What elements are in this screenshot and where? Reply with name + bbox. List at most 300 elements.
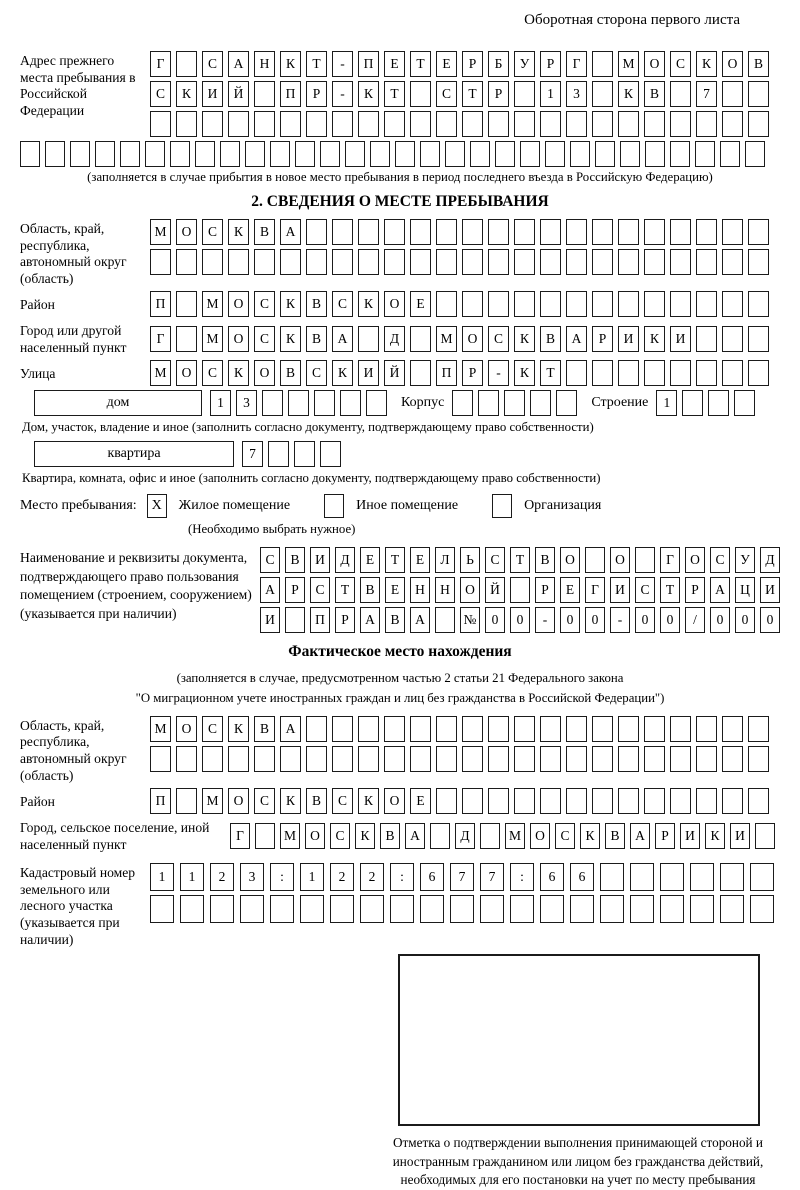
char-cell[interactable] — [592, 81, 613, 107]
char-cell[interactable] — [690, 863, 714, 891]
char-cell[interactable] — [268, 441, 289, 467]
char-cell[interactable]: Ь — [460, 547, 480, 573]
char-cell[interactable]: О — [685, 547, 705, 573]
char-cell[interactable] — [288, 390, 309, 416]
char-cell[interactable]: М — [202, 788, 223, 814]
char-cell[interactable] — [436, 788, 457, 814]
char-cell[interactable] — [384, 716, 405, 742]
char-cell[interactable] — [20, 141, 40, 167]
char-cell[interactable] — [240, 895, 264, 923]
char-cell[interactable]: К — [176, 81, 197, 107]
char-cell[interactable] — [202, 249, 223, 275]
char-cell[interactable] — [570, 141, 590, 167]
char-cell[interactable] — [410, 81, 431, 107]
char-cell[interactable]: 0 — [485, 607, 505, 633]
char-cell[interactable]: А — [410, 607, 430, 633]
char-cell[interactable] — [670, 249, 691, 275]
char-cell[interactable] — [510, 895, 534, 923]
char-cell[interactable]: А — [710, 577, 730, 603]
char-cell[interactable] — [410, 360, 431, 386]
char-cell[interactable] — [618, 788, 639, 814]
char-cell[interactable] — [592, 788, 613, 814]
char-cell[interactable]: С — [202, 51, 223, 77]
char-cell[interactable] — [670, 111, 691, 137]
char-cell[interactable] — [450, 895, 474, 923]
char-cell[interactable] — [660, 863, 684, 891]
char-cell[interactable]: 0 — [760, 607, 780, 633]
char-cell[interactable] — [176, 291, 197, 317]
char-cell[interactable]: / — [685, 607, 705, 633]
char-cell[interactable] — [722, 111, 743, 137]
char-cell[interactable]: В — [360, 577, 380, 603]
char-cell[interactable] — [262, 390, 283, 416]
char-cell[interactable]: С — [555, 823, 575, 849]
char-cell[interactable] — [592, 111, 613, 137]
char-cell[interactable]: С — [488, 326, 509, 352]
char-cell[interactable] — [644, 746, 665, 772]
char-cell[interactable] — [750, 895, 774, 923]
char-cell[interactable]: П — [280, 81, 301, 107]
char-cell[interactable]: Д — [335, 547, 355, 573]
char-cell[interactable]: Й — [384, 360, 405, 386]
char-cell[interactable] — [314, 390, 335, 416]
char-cell[interactable] — [566, 716, 587, 742]
char-cell[interactable]: К — [514, 326, 535, 352]
char-cell[interactable] — [300, 895, 324, 923]
char-cell[interactable]: 7 — [450, 863, 474, 891]
char-cell[interactable] — [420, 895, 444, 923]
char-cell[interactable]: Р — [540, 51, 561, 77]
char-cell[interactable]: 0 — [585, 607, 605, 633]
char-cell[interactable] — [320, 141, 340, 167]
char-cell[interactable] — [722, 746, 743, 772]
char-cell[interactable] — [436, 219, 457, 245]
char-cell[interactable] — [644, 111, 665, 137]
char-cell[interactable] — [644, 788, 665, 814]
char-cell[interactable] — [722, 326, 743, 352]
char-cell[interactable]: Т — [410, 51, 431, 77]
char-cell[interactable]: Й — [485, 577, 505, 603]
char-cell[interactable] — [306, 219, 327, 245]
stay-type-checkbox[interactable]: X — [147, 494, 167, 518]
char-cell[interactable]: К — [580, 823, 600, 849]
char-cell[interactable] — [695, 141, 715, 167]
char-cell[interactable] — [330, 895, 354, 923]
char-cell[interactable]: А — [260, 577, 280, 603]
char-cell[interactable] — [630, 895, 654, 923]
char-cell[interactable]: 2 — [330, 863, 354, 891]
char-cell[interactable]: 2 — [210, 863, 234, 891]
char-cell[interactable]: М — [150, 219, 171, 245]
char-cell[interactable] — [410, 219, 431, 245]
char-cell[interactable] — [332, 111, 353, 137]
char-cell[interactable] — [95, 141, 115, 167]
char-cell[interactable] — [514, 716, 535, 742]
char-cell[interactable] — [202, 111, 223, 137]
stay-type-checkbox[interactable] — [324, 494, 344, 518]
char-cell[interactable] — [366, 390, 387, 416]
char-cell[interactable]: О — [176, 716, 197, 742]
char-cell[interactable] — [520, 141, 540, 167]
char-cell[interactable]: С — [260, 547, 280, 573]
char-cell[interactable]: Е — [385, 577, 405, 603]
char-cell[interactable] — [600, 895, 624, 923]
char-cell[interactable]: П — [436, 360, 457, 386]
char-cell[interactable]: А — [630, 823, 650, 849]
char-cell[interactable]: В — [385, 607, 405, 633]
char-cell[interactable]: Е — [384, 51, 405, 77]
char-cell[interactable] — [306, 746, 327, 772]
char-cell[interactable]: О — [460, 577, 480, 603]
char-cell[interactable]: О — [228, 788, 249, 814]
char-cell[interactable]: В — [306, 788, 327, 814]
char-cell[interactable] — [514, 788, 535, 814]
char-cell[interactable] — [410, 716, 431, 742]
char-cell[interactable] — [566, 111, 587, 137]
char-cell[interactable]: С — [254, 788, 275, 814]
char-cell[interactable] — [540, 249, 561, 275]
char-cell[interactable] — [358, 111, 379, 137]
char-cell[interactable] — [592, 746, 613, 772]
char-cell[interactable] — [436, 249, 457, 275]
char-cell[interactable]: И — [260, 607, 280, 633]
char-cell[interactable]: Г — [150, 51, 171, 77]
char-cell[interactable]: С — [332, 788, 353, 814]
char-cell[interactable] — [690, 895, 714, 923]
char-cell[interactable]: Л — [435, 547, 455, 573]
char-cell[interactable]: Т — [385, 547, 405, 573]
char-cell[interactable] — [592, 249, 613, 275]
char-cell[interactable] — [566, 249, 587, 275]
char-cell[interactable]: О — [176, 360, 197, 386]
char-cell[interactable] — [452, 390, 473, 416]
char-cell[interactable] — [618, 716, 639, 742]
char-cell[interactable]: : — [510, 863, 534, 891]
char-cell[interactable] — [150, 249, 171, 275]
char-cell[interactable]: И — [730, 823, 750, 849]
char-cell[interactable]: К — [618, 81, 639, 107]
char-cell[interactable]: В — [380, 823, 400, 849]
char-cell[interactable]: Р — [655, 823, 675, 849]
char-cell[interactable] — [332, 716, 353, 742]
char-cell[interactable]: С — [254, 291, 275, 317]
char-cell[interactable] — [566, 291, 587, 317]
char-cell[interactable] — [176, 326, 197, 352]
char-cell[interactable] — [145, 141, 165, 167]
char-cell[interactable]: К — [228, 360, 249, 386]
char-cell[interactable]: Н — [435, 577, 455, 603]
char-cell[interactable] — [332, 249, 353, 275]
char-cell[interactable]: И — [202, 81, 223, 107]
char-cell[interactable]: Г — [230, 823, 250, 849]
char-cell[interactable]: Т — [335, 577, 355, 603]
char-cell[interactable] — [696, 746, 717, 772]
char-cell[interactable] — [254, 81, 275, 107]
char-cell[interactable] — [306, 249, 327, 275]
char-cell[interactable] — [670, 291, 691, 317]
char-cell[interactable] — [514, 291, 535, 317]
char-cell[interactable]: В — [306, 291, 327, 317]
char-cell[interactable] — [670, 141, 690, 167]
char-cell[interactable]: М — [280, 823, 300, 849]
char-cell[interactable] — [470, 141, 490, 167]
char-cell[interactable]: К — [696, 51, 717, 77]
char-cell[interactable] — [176, 249, 197, 275]
char-cell[interactable] — [722, 81, 743, 107]
char-cell[interactable]: 3 — [236, 390, 257, 416]
char-cell[interactable] — [670, 716, 691, 742]
char-cell[interactable] — [436, 746, 457, 772]
char-cell[interactable]: О — [644, 51, 665, 77]
char-cell[interactable] — [696, 360, 717, 386]
char-cell[interactable] — [332, 219, 353, 245]
char-cell[interactable] — [708, 390, 729, 416]
char-cell[interactable] — [370, 141, 390, 167]
char-cell[interactable]: П — [150, 788, 171, 814]
char-cell[interactable]: Р — [335, 607, 355, 633]
char-cell[interactable]: С — [202, 716, 223, 742]
char-cell[interactable]: В — [535, 547, 555, 573]
char-cell[interactable]: 1 — [656, 390, 677, 416]
char-cell[interactable]: П — [358, 51, 379, 77]
char-cell[interactable] — [644, 219, 665, 245]
char-cell[interactable]: Р — [306, 81, 327, 107]
char-cell[interactable]: Р — [462, 360, 483, 386]
char-cell[interactable]: В — [540, 326, 561, 352]
char-cell[interactable] — [435, 607, 455, 633]
char-cell[interactable] — [150, 895, 174, 923]
char-cell[interactable] — [748, 219, 769, 245]
char-cell[interactable] — [436, 716, 457, 742]
char-cell[interactable] — [722, 716, 743, 742]
char-cell[interactable]: М — [150, 360, 171, 386]
char-cell[interactable]: И — [670, 326, 691, 352]
char-cell[interactable] — [722, 219, 743, 245]
char-cell[interactable]: 3 — [240, 863, 264, 891]
char-cell[interactable]: К — [280, 291, 301, 317]
char-cell[interactable] — [540, 111, 561, 137]
char-cell[interactable]: К — [358, 291, 379, 317]
char-cell[interactable] — [384, 746, 405, 772]
char-cell[interactable]: Т — [540, 360, 561, 386]
char-cell[interactable] — [644, 291, 665, 317]
char-cell[interactable] — [566, 360, 587, 386]
char-cell[interactable] — [592, 51, 613, 77]
char-cell[interactable] — [660, 895, 684, 923]
char-cell[interactable] — [488, 746, 509, 772]
char-cell[interactable]: 7 — [696, 81, 717, 107]
char-cell[interactable]: М — [150, 716, 171, 742]
char-cell[interactable] — [592, 360, 613, 386]
char-cell[interactable]: К — [228, 219, 249, 245]
char-cell[interactable] — [644, 360, 665, 386]
char-cell[interactable] — [480, 823, 500, 849]
char-cell[interactable]: М — [505, 823, 525, 849]
char-cell[interactable]: А — [280, 219, 301, 245]
char-cell[interactable] — [410, 249, 431, 275]
char-cell[interactable] — [255, 823, 275, 849]
char-cell[interactable] — [358, 746, 379, 772]
char-cell[interactable]: В — [644, 81, 665, 107]
char-cell[interactable]: О — [384, 788, 405, 814]
char-cell[interactable]: К — [355, 823, 375, 849]
char-cell[interactable]: В — [254, 716, 275, 742]
char-cell[interactable] — [592, 716, 613, 742]
char-cell[interactable] — [585, 547, 605, 573]
char-cell[interactable] — [748, 326, 769, 352]
char-cell[interactable]: - — [610, 607, 630, 633]
char-cell[interactable]: Т — [384, 81, 405, 107]
char-cell[interactable] — [254, 111, 275, 137]
char-cell[interactable]: К — [280, 788, 301, 814]
char-cell[interactable] — [566, 219, 587, 245]
char-cell[interactable] — [510, 577, 530, 603]
char-cell[interactable]: 7 — [242, 441, 263, 467]
char-cell[interactable] — [618, 249, 639, 275]
char-cell[interactable]: С — [202, 219, 223, 245]
char-cell[interactable]: А — [332, 326, 353, 352]
char-cell[interactable] — [618, 746, 639, 772]
char-cell[interactable] — [280, 111, 301, 137]
char-cell[interactable]: О — [176, 219, 197, 245]
char-cell[interactable] — [332, 746, 353, 772]
char-cell[interactable]: И — [310, 547, 330, 573]
char-cell[interactable]: А — [228, 51, 249, 77]
char-cell[interactable]: М — [202, 326, 223, 352]
char-cell[interactable]: : — [270, 863, 294, 891]
char-cell[interactable] — [720, 141, 740, 167]
char-cell[interactable] — [670, 788, 691, 814]
char-cell[interactable]: Е — [410, 291, 431, 317]
char-cell[interactable]: Т — [660, 577, 680, 603]
char-cell[interactable]: 0 — [635, 607, 655, 633]
char-cell[interactable]: В — [254, 219, 275, 245]
char-cell[interactable] — [540, 291, 561, 317]
char-cell[interactable]: М — [436, 326, 457, 352]
char-cell[interactable]: И — [760, 577, 780, 603]
char-cell[interactable]: О — [722, 51, 743, 77]
char-cell[interactable]: К — [280, 51, 301, 77]
char-cell[interactable] — [195, 141, 215, 167]
char-cell[interactable]: : — [390, 863, 414, 891]
char-cell[interactable] — [202, 746, 223, 772]
char-cell[interactable]: К — [644, 326, 665, 352]
char-cell[interactable]: К — [705, 823, 725, 849]
char-cell[interactable]: М — [202, 291, 223, 317]
char-cell[interactable] — [618, 291, 639, 317]
char-cell[interactable] — [720, 863, 744, 891]
char-cell[interactable]: 0 — [710, 607, 730, 633]
char-cell[interactable] — [294, 441, 315, 467]
char-cell[interactable] — [462, 219, 483, 245]
char-cell[interactable] — [410, 326, 431, 352]
char-cell[interactable]: С — [254, 326, 275, 352]
char-cell[interactable]: Е — [410, 788, 431, 814]
char-cell[interactable]: Е — [560, 577, 580, 603]
char-cell[interactable] — [696, 326, 717, 352]
char-cell[interactable] — [210, 895, 234, 923]
char-cell[interactable] — [696, 716, 717, 742]
char-cell[interactable]: К — [358, 788, 379, 814]
char-cell[interactable] — [504, 390, 525, 416]
char-cell[interactable] — [514, 249, 535, 275]
char-cell[interactable] — [176, 788, 197, 814]
char-cell[interactable] — [670, 219, 691, 245]
char-cell[interactable] — [645, 141, 665, 167]
char-cell[interactable]: О — [384, 291, 405, 317]
char-cell[interactable] — [545, 141, 565, 167]
char-cell[interactable] — [488, 788, 509, 814]
char-cell[interactable] — [734, 390, 755, 416]
char-cell[interactable]: - — [332, 51, 353, 77]
char-cell[interactable] — [462, 249, 483, 275]
char-cell[interactable]: Т — [306, 51, 327, 77]
char-cell[interactable] — [254, 249, 275, 275]
char-cell[interactable]: 0 — [560, 607, 580, 633]
char-cell[interactable] — [488, 291, 509, 317]
char-cell[interactable]: Е — [410, 547, 430, 573]
char-cell[interactable] — [748, 291, 769, 317]
char-cell[interactable] — [488, 716, 509, 742]
char-cell[interactable] — [644, 716, 665, 742]
char-cell[interactable] — [306, 111, 327, 137]
char-cell[interactable] — [670, 746, 691, 772]
char-cell[interactable]: А — [405, 823, 425, 849]
char-cell[interactable] — [748, 360, 769, 386]
char-cell[interactable] — [540, 788, 561, 814]
char-cell[interactable] — [600, 863, 624, 891]
char-cell[interactable] — [618, 219, 639, 245]
char-cell[interactable]: Г — [566, 51, 587, 77]
char-cell[interactable]: Р — [285, 577, 305, 603]
char-cell[interactable] — [320, 441, 341, 467]
char-cell[interactable]: С — [332, 291, 353, 317]
char-cell[interactable] — [462, 716, 483, 742]
char-cell[interactable] — [410, 746, 431, 772]
char-cell[interactable] — [254, 746, 275, 772]
char-cell[interactable] — [228, 249, 249, 275]
char-cell[interactable] — [488, 249, 509, 275]
char-cell[interactable]: 6 — [570, 863, 594, 891]
char-cell[interactable]: - — [488, 360, 509, 386]
char-cell[interactable]: - — [535, 607, 555, 633]
char-cell[interactable] — [480, 895, 504, 923]
char-cell[interactable] — [595, 141, 615, 167]
char-cell[interactable] — [748, 111, 769, 137]
char-cell[interactable]: Е — [360, 547, 380, 573]
char-cell[interactable]: О — [305, 823, 325, 849]
char-cell[interactable] — [722, 249, 743, 275]
char-cell[interactable] — [228, 746, 249, 772]
char-cell[interactable] — [488, 219, 509, 245]
char-cell[interactable]: № — [460, 607, 480, 633]
char-cell[interactable] — [384, 249, 405, 275]
char-cell[interactable] — [748, 81, 769, 107]
char-cell[interactable]: К — [514, 360, 535, 386]
char-cell[interactable] — [358, 716, 379, 742]
char-cell[interactable] — [395, 141, 415, 167]
char-cell[interactable]: 1 — [300, 863, 324, 891]
char-cell[interactable]: 1 — [180, 863, 204, 891]
char-cell[interactable]: Д — [455, 823, 475, 849]
char-cell[interactable] — [462, 788, 483, 814]
char-cell[interactable]: П — [150, 291, 171, 317]
char-cell[interactable]: А — [280, 716, 301, 742]
char-cell[interactable] — [270, 895, 294, 923]
char-cell[interactable] — [280, 746, 301, 772]
char-cell[interactable] — [462, 291, 483, 317]
char-cell[interactable]: О — [228, 291, 249, 317]
